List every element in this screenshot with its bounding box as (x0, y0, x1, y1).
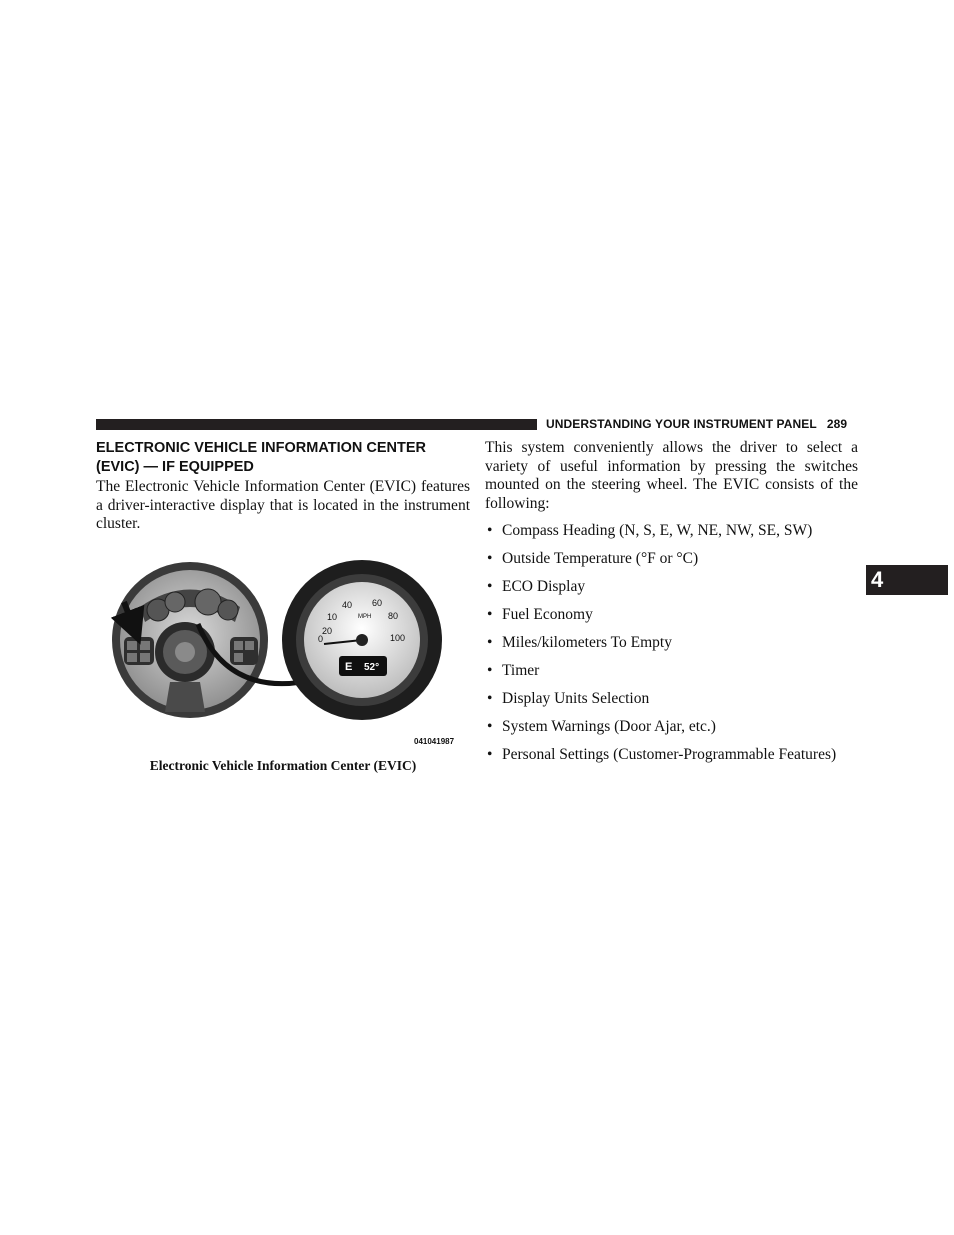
list-item: • Miles/kilometers To Empty (487, 634, 672, 651)
steering-wheel (112, 562, 268, 718)
section-title-line1: ELECTRONIC VEHICLE INFORMATION CENTER (96, 440, 427, 456)
running-header (546, 417, 847, 431)
speed-label-0: 0 (318, 634, 324, 644)
list-item: • ECO Display (487, 578, 586, 595)
speed-label-10: 10 (327, 612, 338, 622)
speed-label-60: 60 (372, 598, 383, 608)
list-item: • Timer (487, 662, 540, 679)
list-item-text: Outside Temperature (°F or °C) (502, 550, 699, 567)
list-item: • Outside Temperature (°F or °C) (487, 550, 699, 567)
left-column (96, 439, 470, 534)
header-rule (96, 419, 537, 430)
speed-label-100: 100 (390, 633, 406, 643)
page-number: 289 (826, 417, 848, 431)
speed-label-40: 40 (342, 600, 353, 610)
intro-paragraph: The Electronic Vehicle Information Center (EVIC) features a driver-interactive display that is located in the instrument cluster. (96, 478, 470, 532)
list-item-text: Fuel Economy (502, 606, 593, 623)
speed-label-20: 20 (322, 626, 333, 636)
list-item-text: Miles/kilometers To Empty (502, 634, 672, 651)
list-item: • System Warnings (Door Ajar, etc.) (487, 718, 716, 735)
list-item-text: Timer (502, 662, 540, 679)
list-item-text: Display Units Selection (502, 690, 650, 707)
feature-list (485, 522, 858, 765)
figure-caption: Electronic Vehicle Information Center (EVIC) (149, 758, 417, 773)
list-item-text: ECO Display (502, 578, 586, 595)
evic-figure-svg (110, 552, 465, 752)
speed-label-80: 80 (388, 611, 399, 621)
figure-part-number: 041041987 (414, 737, 455, 746)
chapter-tab: 4 (866, 565, 948, 595)
right-column (485, 439, 858, 774)
list-item-text: Compass Heading (N, S, E, W, NE, NW, SE, SW) (502, 522, 813, 539)
speed-unit: MPH (358, 614, 372, 620)
list-item-text: System Warnings (Door Ajar, etc.) (502, 718, 716, 735)
list-item: • Display Units Selection (487, 690, 650, 707)
header-section-title: UNDERSTANDING YOUR INSTRUMENT PANEL (546, 417, 817, 431)
section-title (96, 439, 470, 476)
evic-illustration (110, 552, 465, 752)
list-item: • Personal Settings (Customer-Programmable Features) (487, 746, 837, 763)
system-intro-paragraph: This system conveniently allows the driver to select a variety of useful information by pressing the switches mounted on the steering wheel. The EVIC consists of the following: (485, 439, 858, 512)
list-item: • Fuel Economy (487, 606, 593, 623)
list-item-text: Personal Settings (Customer-Programmable Features) (502, 746, 837, 763)
evic-display-letter: E (345, 661, 353, 673)
list-item: • Compass Heading (N, S, E, W, NE, NW, SE, SW) (487, 522, 813, 539)
evic-display-temperature: 52° (364, 662, 380, 673)
section-title-line2: (EVIC) — IF EQUIPPED (96, 458, 254, 475)
speedometer-closeup (282, 560, 442, 720)
